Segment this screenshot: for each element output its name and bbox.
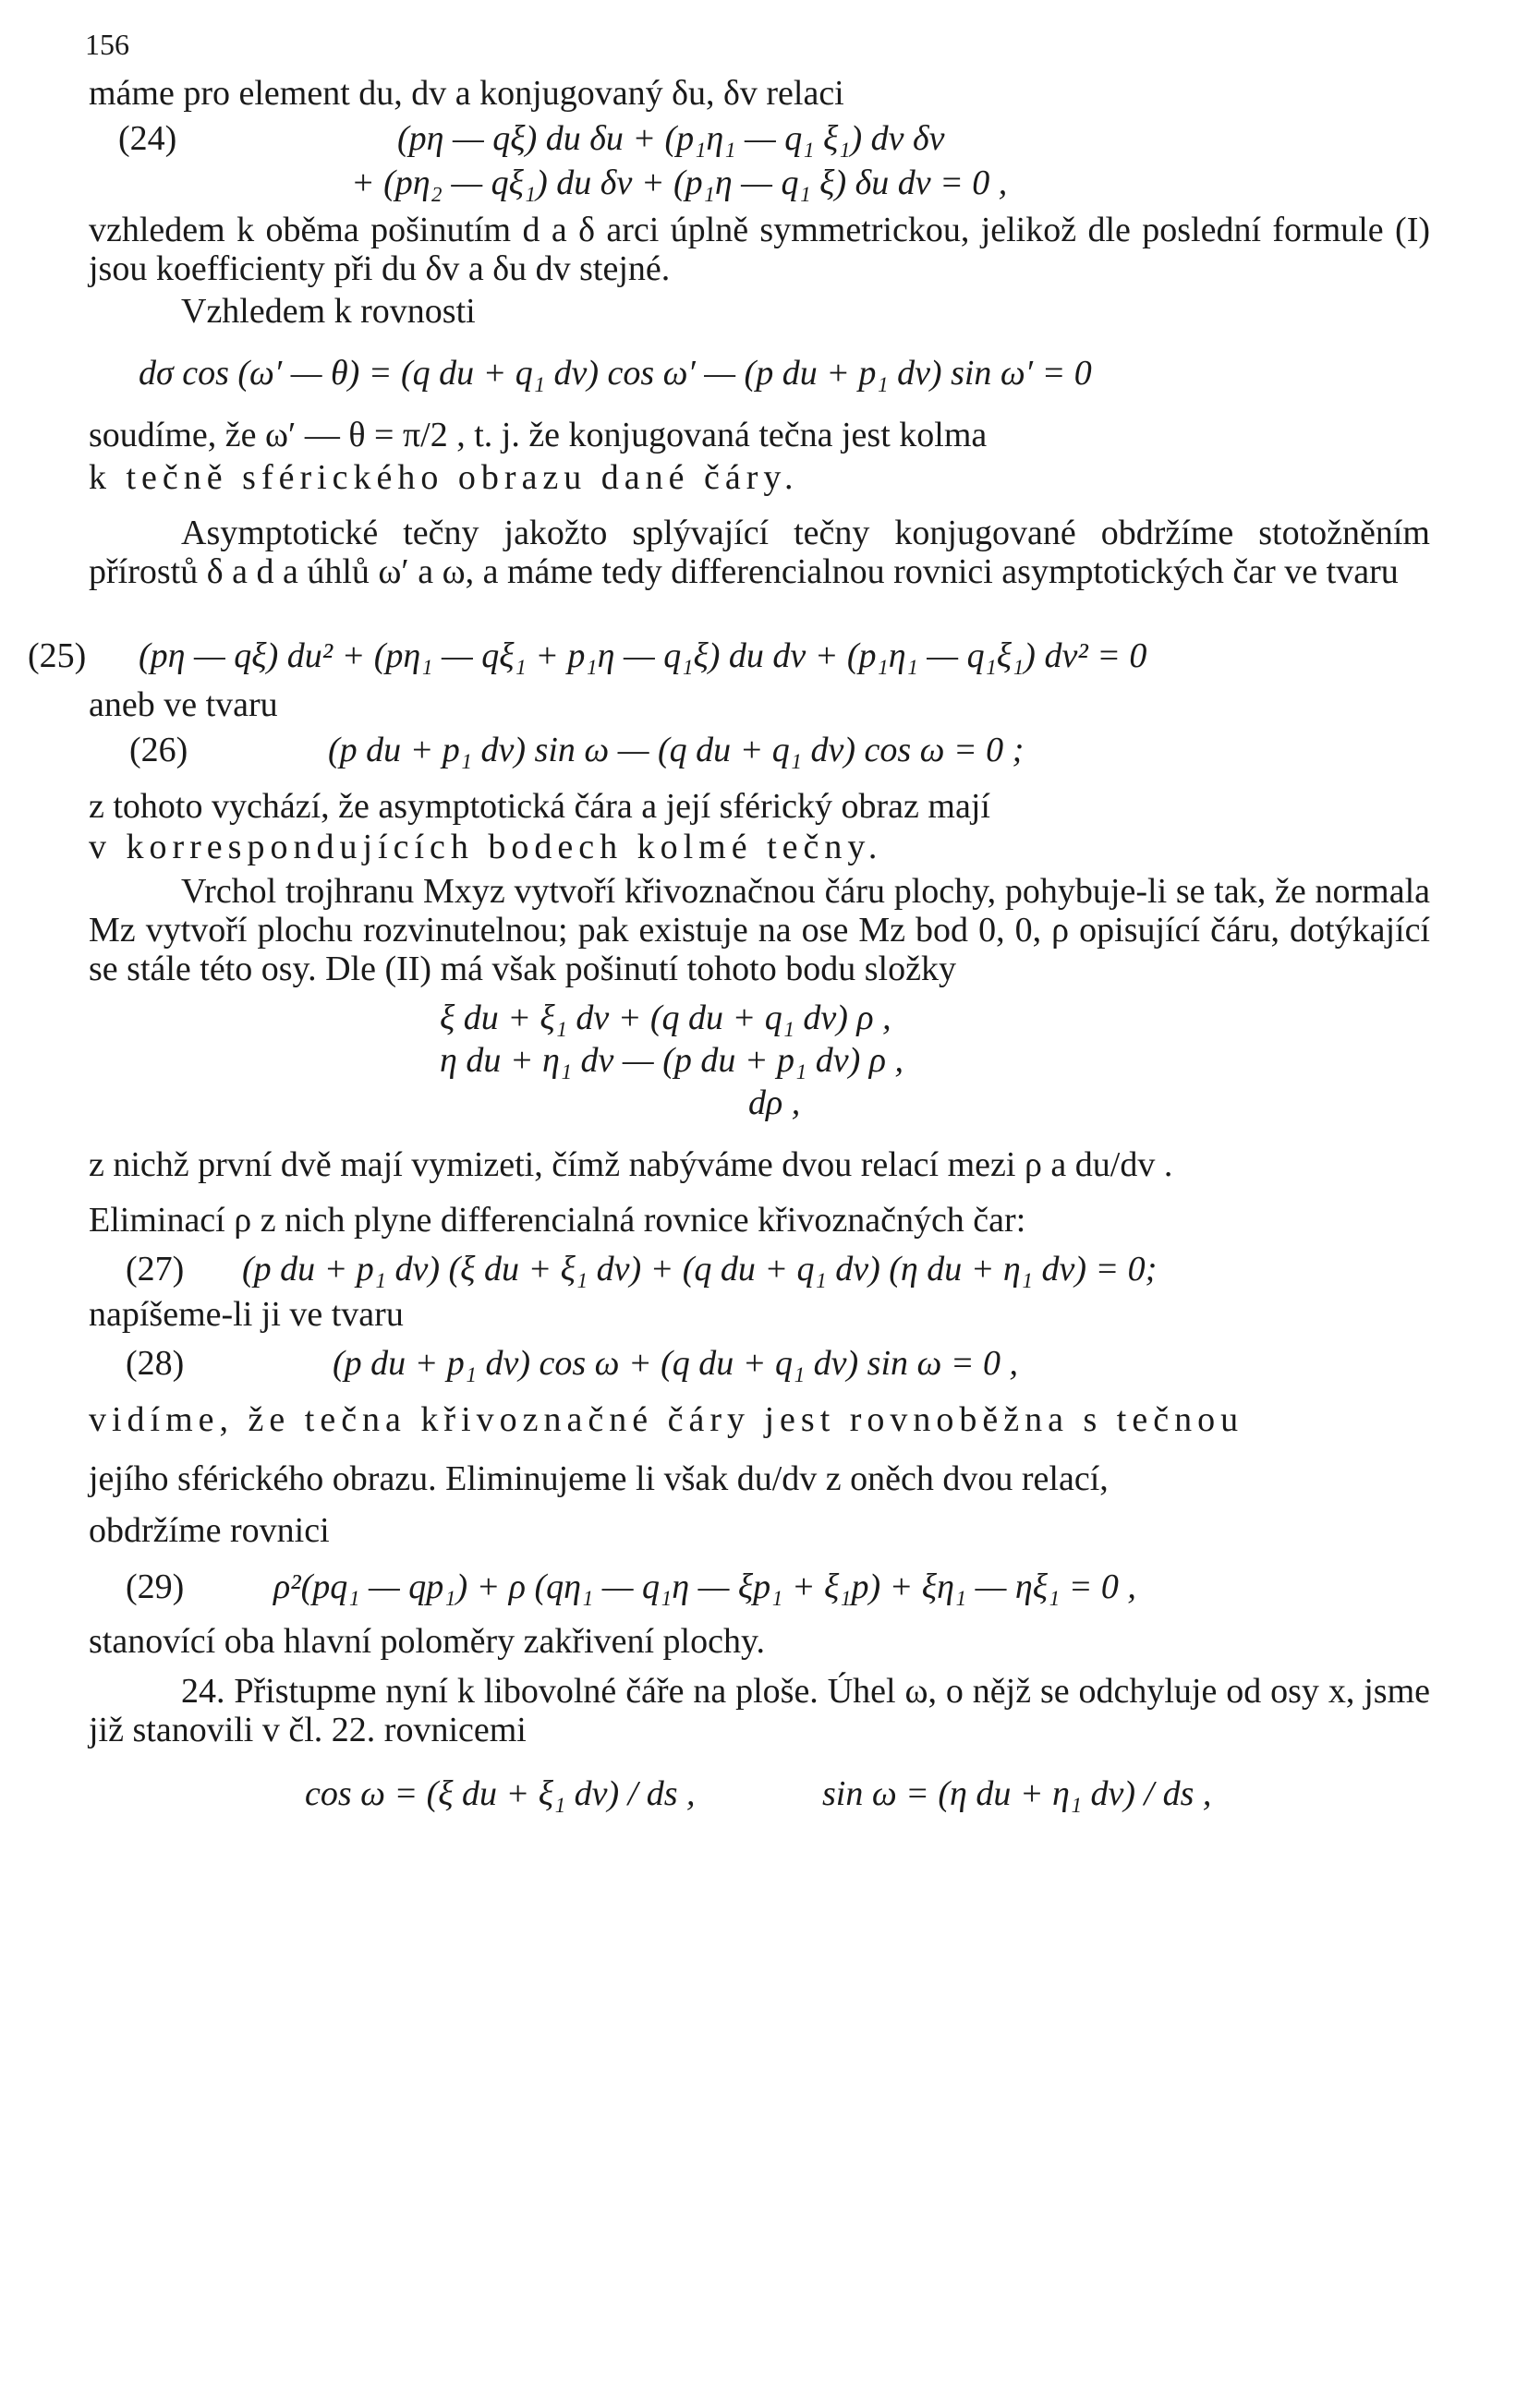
equation-number: (24) (118, 119, 177, 158)
text-line: k tečně sférického obrazu dané čáry. (89, 458, 799, 497)
equation-26: (p du + p₁ dv) sin ω — (q du + q₁ dv) cos ω = 0 ; (328, 731, 1025, 769)
text-line: vidíme, že tečna křivoznačné čáry jest rovnoběžna s tečnou (89, 1400, 1244, 1439)
text-line: máme pro element du, dv a konjugovaný δu, δv relaci (89, 74, 844, 113)
equation-29: ρ²(pq₁ — qp₁) + ρ (qη₁ — q₁η — ξp₁ + ξ₁p) + ξη₁ — ηξ₁ = 0 , (273, 1567, 1136, 1606)
paragraph: Asymptotické tečny jakožto splývající tečny konjugované obdržíme stotožněním přírostů δ a d a úhlů ω′ a ω, a máme tedy differencialnou rovnici asymptotických čar ve tvaru (89, 514, 1430, 591)
equation-number: (26) (129, 731, 188, 769)
component-2: η du + η₁ dv — (p du + p₁ dv) ρ , (440, 1041, 903, 1080)
text-line: v korrespondujících bodech kolmé tečny. (89, 828, 883, 866)
paragraph: vzhledem k oběma pošinutím d a δ arci úplně symmetrickou, jelikož dle poslední formule (I) jsou koefficienty při du δv a δu dv stejné. (89, 211, 1430, 288)
text-line: aneb ve tvaru (89, 685, 278, 724)
text-line: napíšeme-li ji ve tvaru (89, 1295, 404, 1334)
equation-24-line-2: + (pη₂ — qξ₁) du δv + (p₁η — q₁ ξ) δu dv = 0 , (351, 163, 1008, 202)
equation-dsigma: dσ cos (ω′ — θ) = (q du + q₁ dv) cos ω′ — (p du + p₁ dv) sin ω′ = 0 (139, 354, 1092, 393)
text-line: jejího sférického obrazu. Eliminujeme li však du/dv z oněch dvou relací, (89, 1459, 1109, 1498)
paragraph: 24. Přistupme nyní k libovolné čáře na ploše. Úhel ω, o nějž se odchyluje od osy x, jsme již stanovili v čl. 22. rovnicemi (89, 1672, 1430, 1749)
equation-sin: sin ω = (η du + η₁ dv) / ds , (822, 1774, 1212, 1813)
text-line: stanovící oba hlavní poloměry zakřivení plochy. (89, 1622, 766, 1661)
text-line: Vzhledem k rovnosti (181, 292, 476, 331)
text-line: obdržíme rovnici (89, 1511, 330, 1550)
equation-24-line-1: (pη — qξ) du δu + (p₁η₁ — q₁ ξ₁) dv δv (397, 119, 945, 158)
component-1: ξ du + ξ₁ dv + (q du + q₁ dv) ρ , (440, 998, 891, 1037)
equation-27: (p du + p₁ dv) (ξ du + ξ₁ dv) + (q du + q₁ dv) (η du + η₁ dv) = 0; (242, 1250, 1158, 1289)
text-line: Eliminací ρ z nich plyne differencialná rovnice křivoznačných čar: (89, 1201, 1026, 1240)
equation-cos: cos ω = (ξ du + ξ₁ dv) / ds , (305, 1774, 696, 1813)
text-line: z tohoto vychází, že asymptotická čára a její sférický obraz mají (89, 787, 990, 826)
equation-number: (29) (126, 1567, 185, 1606)
equation-25: (pη — qξ) du² + (pη₁ — qξ₁ + p₁η — q₁ξ) du dv + (p₁η₁ — q₁ξ₁) dv² = 0 (139, 636, 1147, 675)
equation-28: (p du + p₁ dv) cos ω + (q du + q₁ dv) sin ω = 0 , (333, 1344, 1019, 1383)
text-line: z nichž první dvě mají vymizeti, čímž nabýváme dvou relací mezi ρ a du/dv . (89, 1145, 1173, 1184)
component-3: dρ , (748, 1083, 801, 1122)
paragraph: Vrchol trojhranu Mxyz vytvoří křivoznačnou čáru plochy, pohybuje-li se tak, že normala Mz vytvoří plochu rozvinutelnou; pak existuje na ose Mz bod 0, 0, ρ opisující čáru, dotýkající se stále této osy. Dle (II) má však pošinutí tohoto bodu složky (89, 872, 1430, 988)
equation-number: (25) (28, 636, 87, 675)
equation-number: (28) (126, 1344, 185, 1383)
page-number: 156 (85, 28, 129, 61)
equation-number: (27) (126, 1250, 185, 1289)
text-line: soudíme, že ω′ — θ = π/2 , t. j. že konjugovaná tečna jest kolma (89, 416, 988, 454)
